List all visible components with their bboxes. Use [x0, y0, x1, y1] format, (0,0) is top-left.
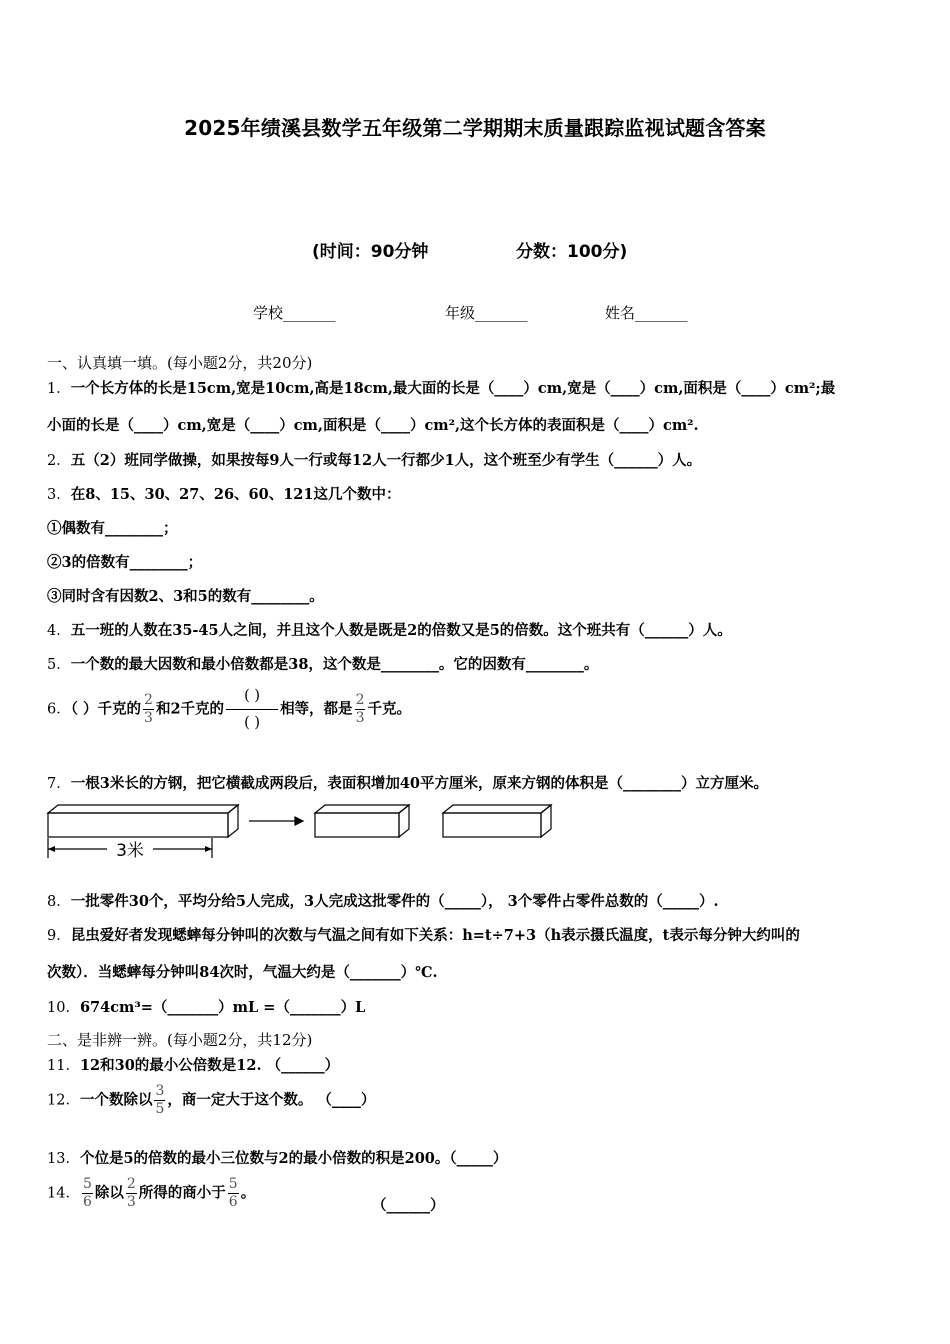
question-text: 在8、15、30、27、26、60、121这几个数中：	[70, 486, 401, 503]
question-text: 昆虫爱好者发现蟋蟀每分钟叫的次数与气温之间有如下关系：h=t÷7+3（h表示摄氏温度，t表示每分钟大约叫的	[70, 927, 800, 944]
long-bar-front	[48, 813, 228, 837]
question-number: 3．	[47, 487, 71, 503]
name-field: 姓名_______	[605, 304, 688, 322]
piece-1-top	[315, 805, 409, 813]
fraction: $\frac{2}{3}$	[144, 692, 153, 726]
fraction: $\frac{5}{6}$	[228, 1176, 238, 1210]
question-6	[47, 683, 411, 736]
question-text: 五（2）班同学做操，如果按每9人一行或每12人一行都少1人，这个班至少有学生（______）人。	[70, 452, 702, 469]
question-text-part: 相等，都是	[280, 700, 353, 718]
question-text: 一个数的最大因数和最小倍数都是38，这个数是________。它的因数有________。	[70, 656, 599, 673]
long-bar-side	[228, 805, 238, 837]
question-number: 1．	[47, 381, 71, 397]
fraction: $\frac{3}{5}$	[155, 1083, 165, 1117]
question-text-part: 和2千克的	[155, 700, 225, 718]
piece-1-side	[399, 805, 409, 837]
fraction: $\frac{2}{3}$	[355, 692, 365, 726]
section-1-title: 一、认真填一填。(每小题2分，共20分)	[47, 354, 313, 372]
question-number: 5．	[47, 657, 71, 673]
arrow-head	[295, 817, 303, 825]
question-5	[47, 653, 598, 674]
question-text: 五一班的人数在35-45人之间，并且这个人数是既是2的倍数又是5的倍数。这个班共有（______）人。	[70, 622, 732, 639]
question-3-part-a: ①偶数有________；	[47, 520, 178, 537]
question-number: 6．	[47, 701, 71, 718]
exam-score: 分数：100分)	[516, 242, 628, 262]
question-number: 8．	[47, 894, 71, 910]
question-text: 12和30的最小公倍数是12. （______）	[79, 1057, 340, 1074]
steel-bar-diagram	[45, 800, 565, 868]
question-text: 674cm³=（_______）mL =（_______）L	[79, 999, 366, 1016]
dimension-arrow-left	[48, 846, 55, 852]
blank-fraction: $\frac{( )}{( )}$	[226, 683, 278, 736]
piece-1-front	[315, 813, 399, 837]
school-field: 学校_______	[253, 304, 336, 322]
question-9-line-1	[47, 924, 800, 945]
question-13	[47, 1147, 507, 1168]
question-10	[47, 996, 365, 1017]
question-number: 9．	[47, 928, 71, 944]
question-text-part: 一个数除以	[79, 1091, 153, 1109]
section-2-title: 二、是非辨一辨。(每小题2分，共12分)	[47, 1031, 313, 1049]
question-14	[47, 1176, 255, 1211]
page-title: 2025年绩溪县数学五年级第二学期期末质量跟踪监视试题含答案	[184, 116, 766, 140]
question-text-part: 所得的商小于	[138, 1184, 226, 1202]
question-number: 14．	[47, 1185, 80, 1202]
question-text-part: ，商一定大于这个数。 （____）	[167, 1091, 376, 1109]
question-text: 一批零件30个，平均分给5人完成，3人完成这批零件的（_____）， 3个零件占零件总数的（_____）.	[70, 893, 719, 910]
question-4	[47, 619, 732, 640]
grade-field: 年级_______	[445, 304, 528, 322]
question-3-part-b: ②3的倍数有________；	[47, 554, 203, 571]
question-text: 个位是5的倍数的最小三位数与2的最小倍数的积是200。（_____）	[79, 1150, 508, 1167]
question-text-part: 除以	[94, 1184, 124, 1202]
question-3	[47, 483, 400, 504]
question-7	[47, 772, 768, 793]
question-1-line-1	[47, 377, 835, 398]
question-9-line-2: 次数）．当蟋蟀每分钟叫84次时，气温大约是（_______）℃.	[47, 964, 438, 981]
question-number: 7．	[47, 776, 71, 792]
question-number: 4．	[47, 623, 71, 639]
question-1-line-2: 小面的长是（____）cm,宽是（____）cm,面积是（____）cm²,这个长方体的表面积是（____）cm².	[47, 417, 699, 434]
long-bar-top	[48, 805, 238, 813]
question-text-part: 。	[240, 1184, 256, 1202]
question-number: 12．	[47, 1092, 80, 1109]
question-text-part: （ ）千克的	[70, 700, 142, 718]
question-8	[47, 890, 719, 911]
piece-2-front	[443, 813, 541, 837]
question-2	[47, 449, 701, 470]
question-3-part-c: ③同时含有因数2、3和5的数有________。	[47, 588, 324, 605]
piece-2-top	[443, 805, 551, 813]
exam-time: (时间：90分钟	[312, 242, 429, 262]
question-number: 13．	[47, 1151, 80, 1167]
question-11	[47, 1054, 339, 1075]
fraction: $\frac{5}{6}$	[82, 1176, 92, 1210]
question-text-part: 千克。	[367, 700, 411, 718]
question-number: 11．	[47, 1058, 80, 1074]
dimension-arrow-right	[205, 846, 212, 852]
question-text: 一个长方体的长是15cm,宽是10cm,高是18cm,最大面的长是（____）cm,宽是（____）cm,面积是（____）cm²;最	[70, 380, 836, 397]
question-text: 一根3米长的方钢，把它横截成两段后，表面积增加40平方厘米，原来方钢的体积是（________）立方厘米。	[70, 775, 768, 792]
question-number: 2．	[47, 453, 71, 469]
question-number: 10．	[47, 1000, 80, 1016]
piece-2-side	[541, 805, 551, 837]
dimension-label: 3米	[116, 841, 144, 861]
question-14-blank: （______）	[372, 1197, 445, 1214]
question-12	[47, 1083, 375, 1118]
fraction: $\frac{2}{3}$	[126, 1176, 136, 1210]
